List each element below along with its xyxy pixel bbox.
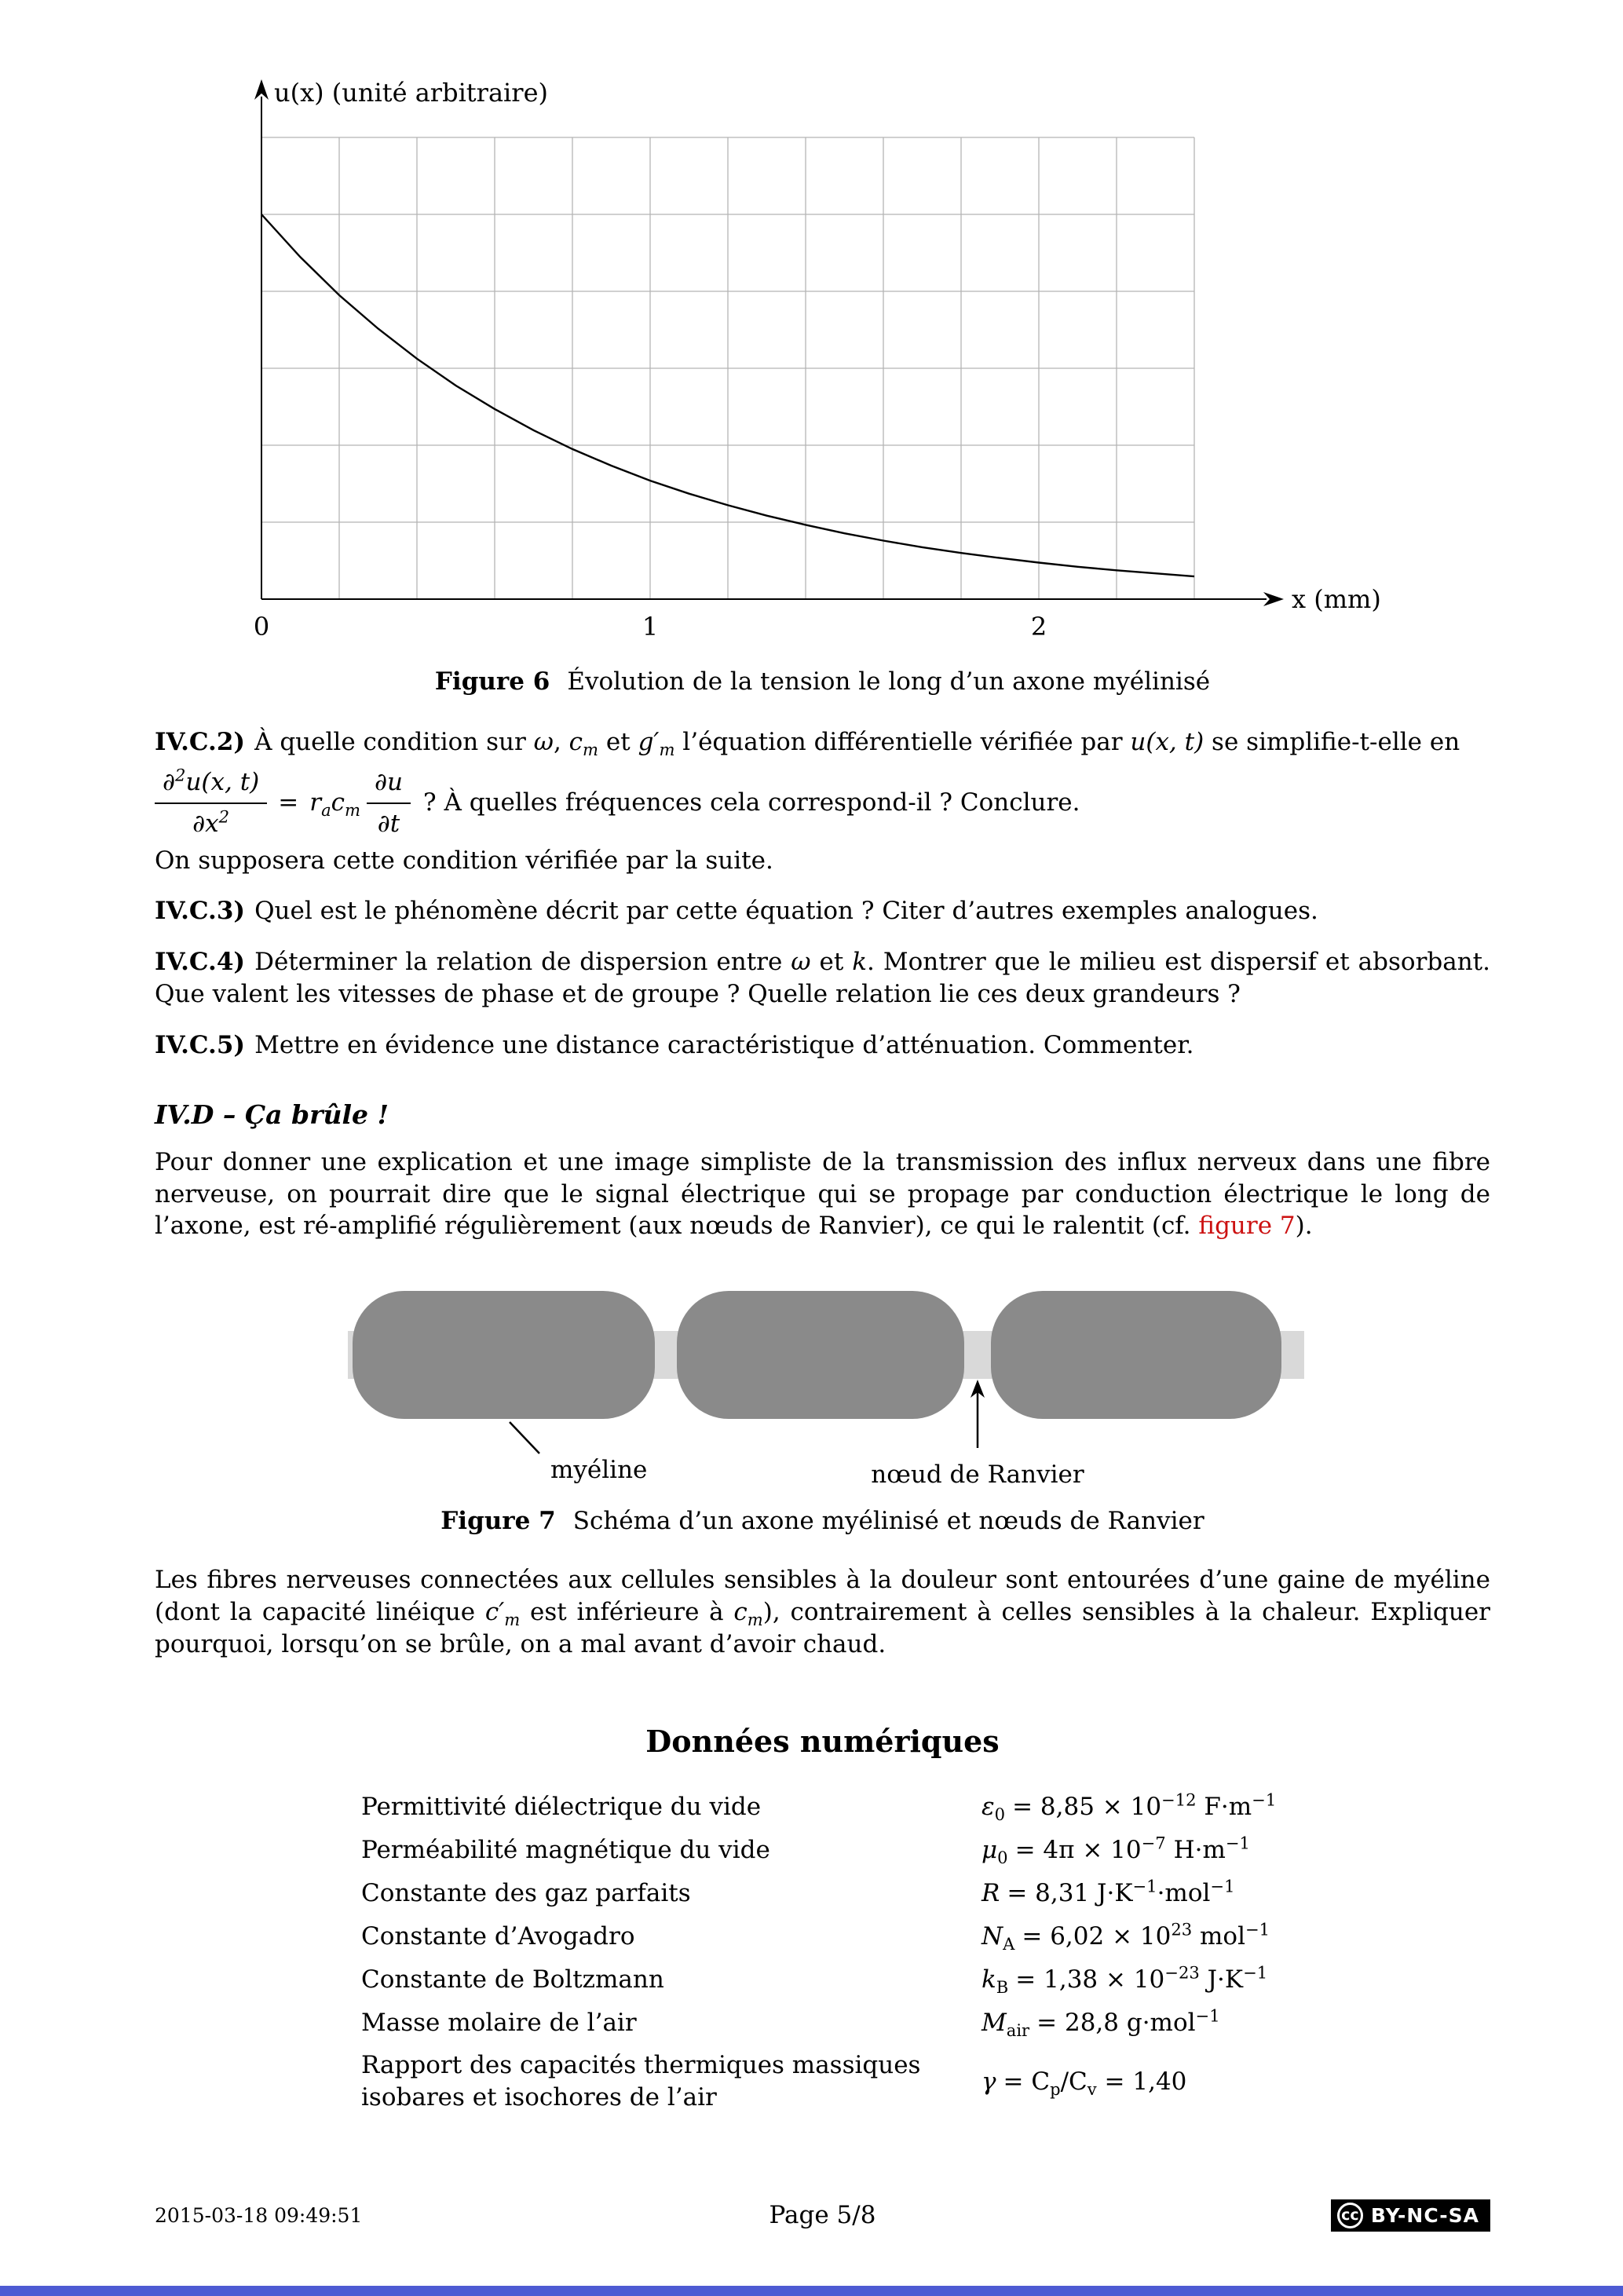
question-ivc3-label: IV.C.3): [155, 897, 246, 926]
text-run: Déterminer la relation de dispersion entre: [254, 948, 791, 977]
constant-label: Permittivité diélectrique du vide: [361, 1793, 762, 1822]
equation-numerator-2: ∂u: [367, 766, 411, 804]
constant-label: Constante des gaz parfaits: [361, 1878, 691, 1907]
constant-symbol: μ: [981, 1835, 998, 1864]
axon-schematic-svg: [343, 1260, 1317, 1492]
constant-value: [981, 1834, 1490, 1866]
figure6-caption-label: Figure 6: [434, 667, 550, 696]
svg-text:2: 2: [1030, 612, 1047, 642]
math-k: k: [852, 948, 868, 977]
myelin-sheath-3: [991, 1291, 1281, 1419]
equation-numerator: ∂$^2$u(x, t): [155, 766, 267, 804]
figure6-chart: [247, 70, 1490, 658]
constant-label: Constante de Boltzmann: [361, 1965, 664, 1994]
text-run: ), contrairement à celles sensibles à la chaleur. Expliquer pourquoi, lorsqu’on se brûle, on a mal avant d’avoir chaud.: [155, 1598, 1490, 1658]
text-run: est inférieure à: [520, 1598, 734, 1627]
constant-symbol: N: [981, 1921, 1003, 1951]
myelin-label: myéline: [550, 1456, 648, 1485]
figure7-caption-text: Schéma d’un axone myélinisé et nœuds de Ranvier: [572, 1507, 1204, 1536]
constant-label: Constante d’Avogadro: [361, 1921, 635, 1951]
svg-text:x (mm): x (mm): [1292, 584, 1381, 614]
equation-lhs-fraction: [155, 766, 267, 840]
math-cm: $c_m$: [733, 1598, 763, 1630]
text-run: Mettre en évidence une distance caractéristique d’atténuation. Commenter.: [254, 1031, 1194, 1060]
equation-denominator: $\partial x^2$: [192, 806, 230, 838]
myelin-sheath-1: [353, 1291, 655, 1419]
constant-number: = $C_p/C_v = 1,40$: [1003, 2067, 1187, 2100]
question-ivc2-label: IV.C.2): [155, 727, 246, 756]
myelin-sheath-2: [677, 1291, 964, 1419]
constant-number: = 28,8 g·mol$^{-1}$: [1036, 2005, 1220, 2037]
svg-text:0: 0: [253, 612, 270, 642]
question-ivc2: [155, 726, 1490, 759]
page-footer: [155, 2199, 1490, 2232]
math-cm-prime: $c'_m$: [484, 1598, 521, 1630]
equation-question-text: ? À quelles fréquences cela correspond-il ? Conclure.: [423, 788, 1080, 817]
question-ivc3: [155, 895, 1490, 927]
figure7-link[interactable]: figure 7: [1198, 1212, 1296, 1241]
constant-value: [981, 1877, 1490, 1910]
text-run: et: [810, 948, 853, 977]
math-cm: $c_m$: [568, 727, 599, 759]
constant-subscript: B: [996, 1976, 1009, 1997]
section-heading-ivd: IV.D – Ça brûle !: [155, 1099, 389, 1131]
constant-subscript: A: [1003, 1933, 1015, 1954]
numerical-data-table: [361, 1791, 1490, 2114]
text-run: l’équation différentielle vérifiée par: [674, 727, 1131, 756]
constant-symbol: k: [981, 1965, 996, 1994]
text-run: ,: [553, 727, 569, 756]
constant-value: [981, 2007, 1490, 2039]
svg-text:u(x) (unité arbitraire): u(x) (unité arbitraire): [274, 78, 548, 108]
equation-equals: =: [278, 788, 299, 817]
figure6-caption-text: Évolution de la tension le long d’un axone myélinisé: [567, 667, 1211, 696]
constant-symbol: R: [981, 1878, 1000, 1907]
constant-value: [981, 1791, 1490, 1823]
math-gm-prime: $g'_m$: [638, 727, 675, 759]
bottom-edge-strip: [0, 2286, 1623, 2296]
myelin-pointer-line: [510, 1422, 539, 1453]
text-run: Quel est le phénomène décrit par cette équation ? Citer d’autres exemples analogues.: [254, 897, 1318, 926]
math-omega: ω: [791, 948, 811, 977]
constant-number: = $6,02 \times 10^{23}$ mol$^{-1}$: [1022, 1919, 1270, 1951]
equation-coefficient: $r_ac_m$: [309, 788, 361, 821]
constant-value: [981, 1921, 1490, 1953]
text-run: et: [598, 727, 638, 756]
figure7-schematic: [343, 1260, 1490, 1501]
text-run: Les fibres nerveuses connectées aux cellules sensibles à la douleur sont entourées d’une gaine de myéline (dont la capacité linéique: [155, 1566, 1490, 1627]
constant-value: [981, 2066, 1490, 2098]
constant-number: = $8,85 \times 10^{-12}$ $F\cdot m^{-1}$: [1012, 1790, 1277, 1822]
figure7-caption-label: Figure 7: [440, 1507, 556, 1536]
equation-denominator-2: ∂t: [377, 809, 400, 838]
constant-value: [981, 1964, 1490, 1996]
constant-symbol: γ: [981, 2067, 996, 2096]
constant-symbol: M: [981, 2008, 1007, 2037]
constant-number: = $4\pi \times 10^{-7}$ $H\cdot m^{-1}$: [1014, 1833, 1250, 1864]
numerical-data-title: Données numériques: [645, 1723, 1000, 1759]
constant-label: Perméabilité magnétique du vide: [361, 1835, 770, 1864]
math-omega: ω: [533, 727, 554, 756]
note-condition: On supposera cette condition vérifiée par la suite.: [155, 846, 773, 875]
cc-logo-icon: cc: [1337, 2203, 1363, 2228]
math-uxt: u(x, t): [1130, 727, 1204, 756]
footer-timestamp: 2015-03-18 09:49:51: [155, 2204, 363, 2227]
voltage-decay-plot: [247, 70, 1394, 649]
text-run: À quelle condition sur: [254, 727, 534, 756]
constant-symbol: ε: [981, 1793, 995, 1822]
section-ivd-paragraph: [155, 1146, 1490, 1243]
question-ivc4: [155, 946, 1490, 1011]
figure7-caption: [155, 1505, 1490, 1537]
text-run: se simplifie-t-elle en: [1204, 727, 1460, 756]
constant-label: Rapport des capacités thermiques massiques isobares et isochores de l’air: [361, 2051, 921, 2112]
pain-heat-paragraph: [155, 1564, 1490, 1661]
diffusion-equation: [155, 766, 1490, 840]
text-run: Pour donner une explication et une image simpliste de la transmission des influx nerveux dans une fibre nerveuse, on pourrait dire que le signal électrique qui se propage par conduction électrique le long de l’axone, est ré-amplifié régulièrement (aux nœuds de Ranvier), ce qui le ralentit (cf.: [155, 1147, 1490, 1241]
cc-license-text: BY-NC-SA: [1370, 2204, 1479, 2227]
equation-rhs-fraction: [367, 766, 411, 840]
constant-number: = $1,38 \times 10^{-23}$ $J\cdot K^{-1}$: [1015, 1962, 1268, 1994]
constant-subscript: air: [1006, 2020, 1030, 2040]
text-run: . Montrer que le milieu est dispersif et absorbant. Que valent les vitesses de phase et de groupe ? Quelle relation lie ces deux grandeurs ?: [155, 948, 1490, 1009]
footer-page-number: Page 5/8: [769, 2201, 876, 2230]
cc-license-badge[interactable]: [1331, 2199, 1490, 2232]
svg-text:1: 1: [642, 612, 659, 642]
figure6-caption: [155, 666, 1490, 698]
constant-subscript: 0: [994, 1804, 1006, 1825]
constant-subscript: 0: [997, 1848, 1008, 1868]
constant-number: = 8,31 $J\cdot K^{-1}\cdot mol^{-1}$: [1007, 1876, 1235, 1907]
ranvier-label: nœud de Ranvier: [871, 1461, 1084, 1490]
question-ivc5: [155, 1029, 1490, 1062]
text-run: ).: [1295, 1212, 1313, 1241]
question-ivc4-label: IV.C.4): [155, 948, 246, 977]
constant-label: Masse molaire de l’air: [361, 2008, 637, 2037]
question-ivc5-label: IV.C.5): [155, 1031, 246, 1060]
